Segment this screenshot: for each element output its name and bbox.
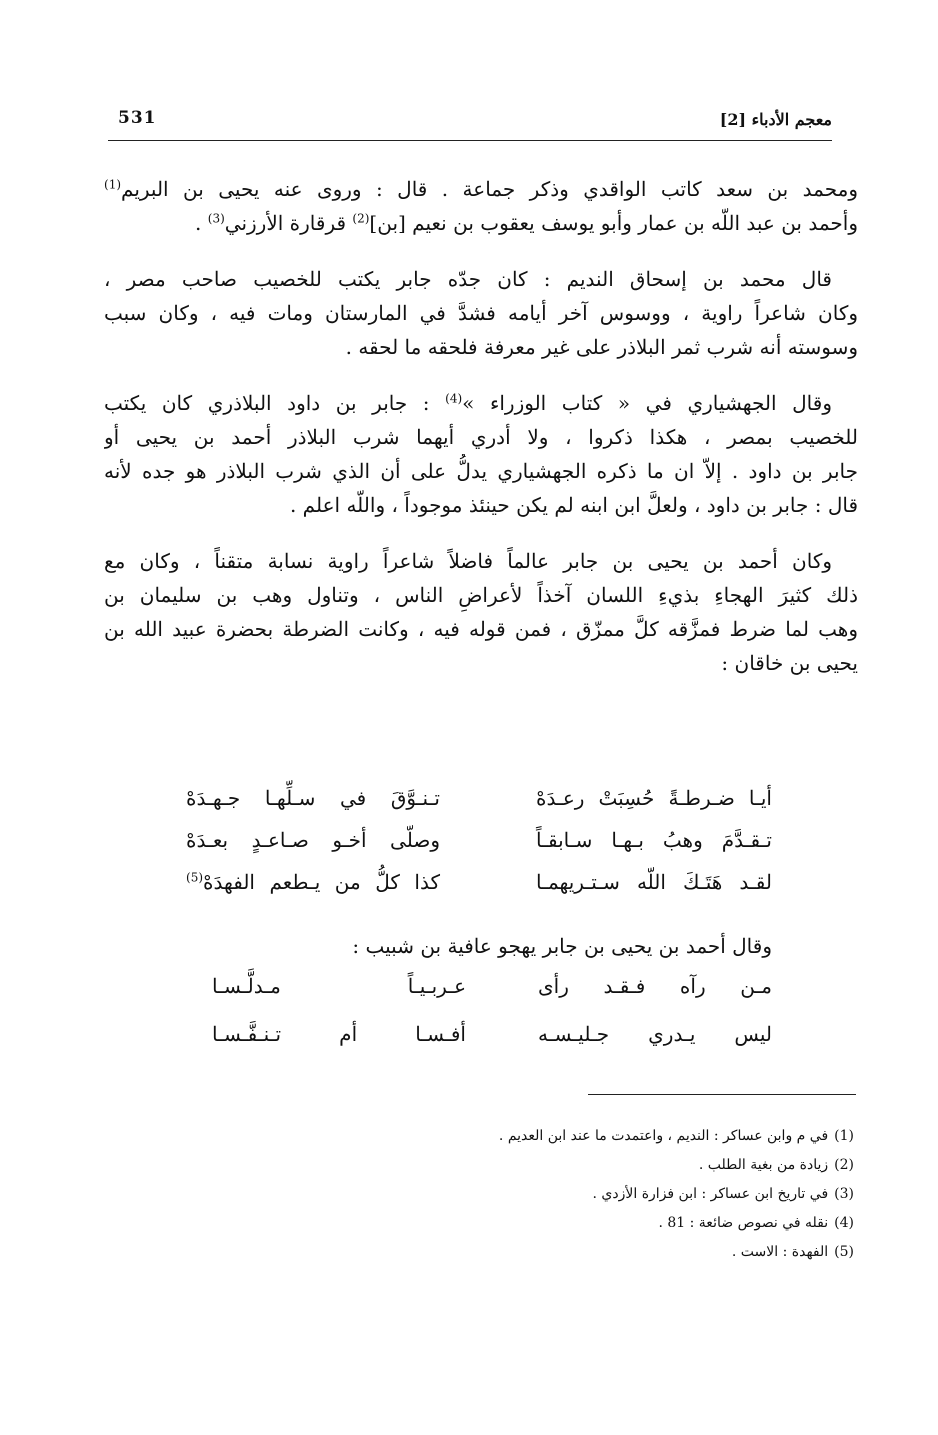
- footnote: [499, 1151, 854, 1180]
- footnote: [499, 1180, 854, 1209]
- verse: [212, 1022, 772, 1064]
- footnote-number: (4): [834, 1215, 854, 1231]
- text-line: وكان أحمد بن يحيى بن جابر عالماً فاضلاً شاعراً راوية نسابة متقناً ، وكان مع: [104, 549, 832, 573]
- footnote-number: (5): [834, 1244, 854, 1260]
- text-line: للخصيب بمصر ، هكذا ذكروا ، ولا أدري أيهما شرب البلاذر أحمد بن يحيى أو: [104, 425, 858, 449]
- first-hemistich: مـن رآه فـقـد رأى: [538, 974, 772, 998]
- text-line: جابر بن داود . إلاّ ان ما ذكره الجهشياري يدلُّ على أن الذي شرب البلاذر هو جده لأنه: [104, 459, 858, 483]
- second-hemistich: كذا كلُّ من يـطعم الفهدَهْ$^{(5)}$: [186, 870, 440, 894]
- footnote: [499, 1209, 854, 1238]
- text-line: وقال الجهشياري في « كتاب الوزراء »$^{(4)}$ : جابر بن داود البلاذري كان يكتب: [104, 391, 832, 415]
- second-hemistich: وصلّى أخـو صـاعـدٍ بعـدَهْ: [186, 828, 440, 852]
- footnote-number: (3): [834, 1186, 854, 1202]
- text-line: ذلك كثيرَ الهجاءِ بذيءِ اللسان آخذاً لأعراضِ الناس ، وتناول وهب بن سليمان بن: [104, 583, 858, 607]
- text-line: وأحمد بن عبد اللّه بن عمار وأبو يوسف يعقوب بن نعيم [بن]$^{(2)}$ قرقارة الأرزني$^{(3)}$ .: [195, 211, 858, 235]
- footnote-divider: [588, 1094, 856, 1095]
- verse: [212, 974, 772, 1022]
- text-line: وهب لما ضرط فمزَّقه كلَّ ممزّق ، فمن قوله فيه ، وكانت الضرطة بحضرة عبيد الله بن: [104, 617, 858, 641]
- footnote-text: زيادة من بغية الطلب .: [698, 1157, 829, 1173]
- verse: [186, 828, 772, 870]
- second-hemistich: عـربـيـاً مـدلَّـسـا: [212, 974, 466, 998]
- footnote-text: نقله في نصوص ضائعة : 81 .: [658, 1215, 829, 1231]
- paragraph: [104, 544, 858, 680]
- text-line: ومحمد بن سعد كاتب الواقدي وذكر جماعة . قال : وروى عنه يحيى بن البريم$^{(1)}$: [104, 177, 858, 201]
- text-line: يحيى بن خاقان :: [721, 651, 858, 675]
- page-header: [108, 104, 832, 141]
- verse: [186, 870, 772, 912]
- footnote: [499, 1238, 854, 1267]
- verse: [186, 786, 772, 828]
- page-number: 531: [118, 108, 157, 128]
- footnote: [499, 1122, 854, 1151]
- second-hemistich: تـنـوَّقَ في سـلِّهـا جـهـدَهْ: [186, 786, 440, 810]
- footnote-ref: (1): [104, 177, 122, 192]
- text-line: وكان شاعراً راوية ، ووسوس آخر أيامه فشدَّ في المارستان ومات فيه ، وكان سبب: [104, 301, 858, 325]
- text-line: قال محمد بن إسحاق النديم : كان جدّه جابر يكتب للخصيب صاحب مصر ،: [104, 267, 832, 291]
- poem-intro: وقال أحمد بن يحيى بن جابر يهجو عافية بن شبيب :: [352, 934, 772, 958]
- text-line: وسوسته أنه شرب ثمر البلاذر على غير معرفة فلحقه ما لحقه .: [345, 335, 858, 359]
- footnote-text: في م وابن عساكر : النديم ، واعتمدت ما عند ابن العديم .: [498, 1128, 829, 1144]
- footnote-number: (2): [834, 1157, 854, 1173]
- footnotes: [499, 1122, 854, 1267]
- first-hemistich: ليس يـدري جـليـسـه: [538, 1022, 772, 1046]
- first-hemistich: أيـا ضـرطـةً حُسِبَتْ رعـدَهْ: [536, 786, 772, 810]
- footnote-number: (1): [834, 1128, 854, 1144]
- first-hemistich: تـقـدَّمَ وهبُ بـهـا سـابقـاً: [536, 828, 772, 852]
- footnote-ref: (3): [207, 211, 225, 226]
- footnote-text: الفهدة : الاست .: [731, 1244, 829, 1260]
- body-text: [104, 172, 858, 694]
- footnote-text: في تاريخ ابن عساكر : ابن فزارة الأزدي .: [592, 1186, 829, 1202]
- paragraph: [104, 386, 858, 522]
- running-title: معجم الأدباء [2]: [719, 110, 832, 129]
- footnote-ref: (5): [186, 870, 204, 885]
- paragraph: [104, 172, 858, 240]
- second-hemistich: أفـسـا أم تـنـفَّـسـا: [212, 1022, 466, 1046]
- footnote-ref: (2): [352, 211, 370, 226]
- text-line: قال : جابر بن داود ، ولعلَّ ابن ابنه لم يكن حينئذ موجوداً ، واللّه اعلم .: [289, 493, 858, 517]
- poem: [186, 786, 772, 912]
- poem: [212, 974, 772, 1064]
- footnote-ref: (4): [445, 391, 463, 406]
- first-hemistich: لقـد هَتَـكَ اللّه سـتـريهمـا: [536, 870, 772, 894]
- paragraph: [104, 262, 858, 364]
